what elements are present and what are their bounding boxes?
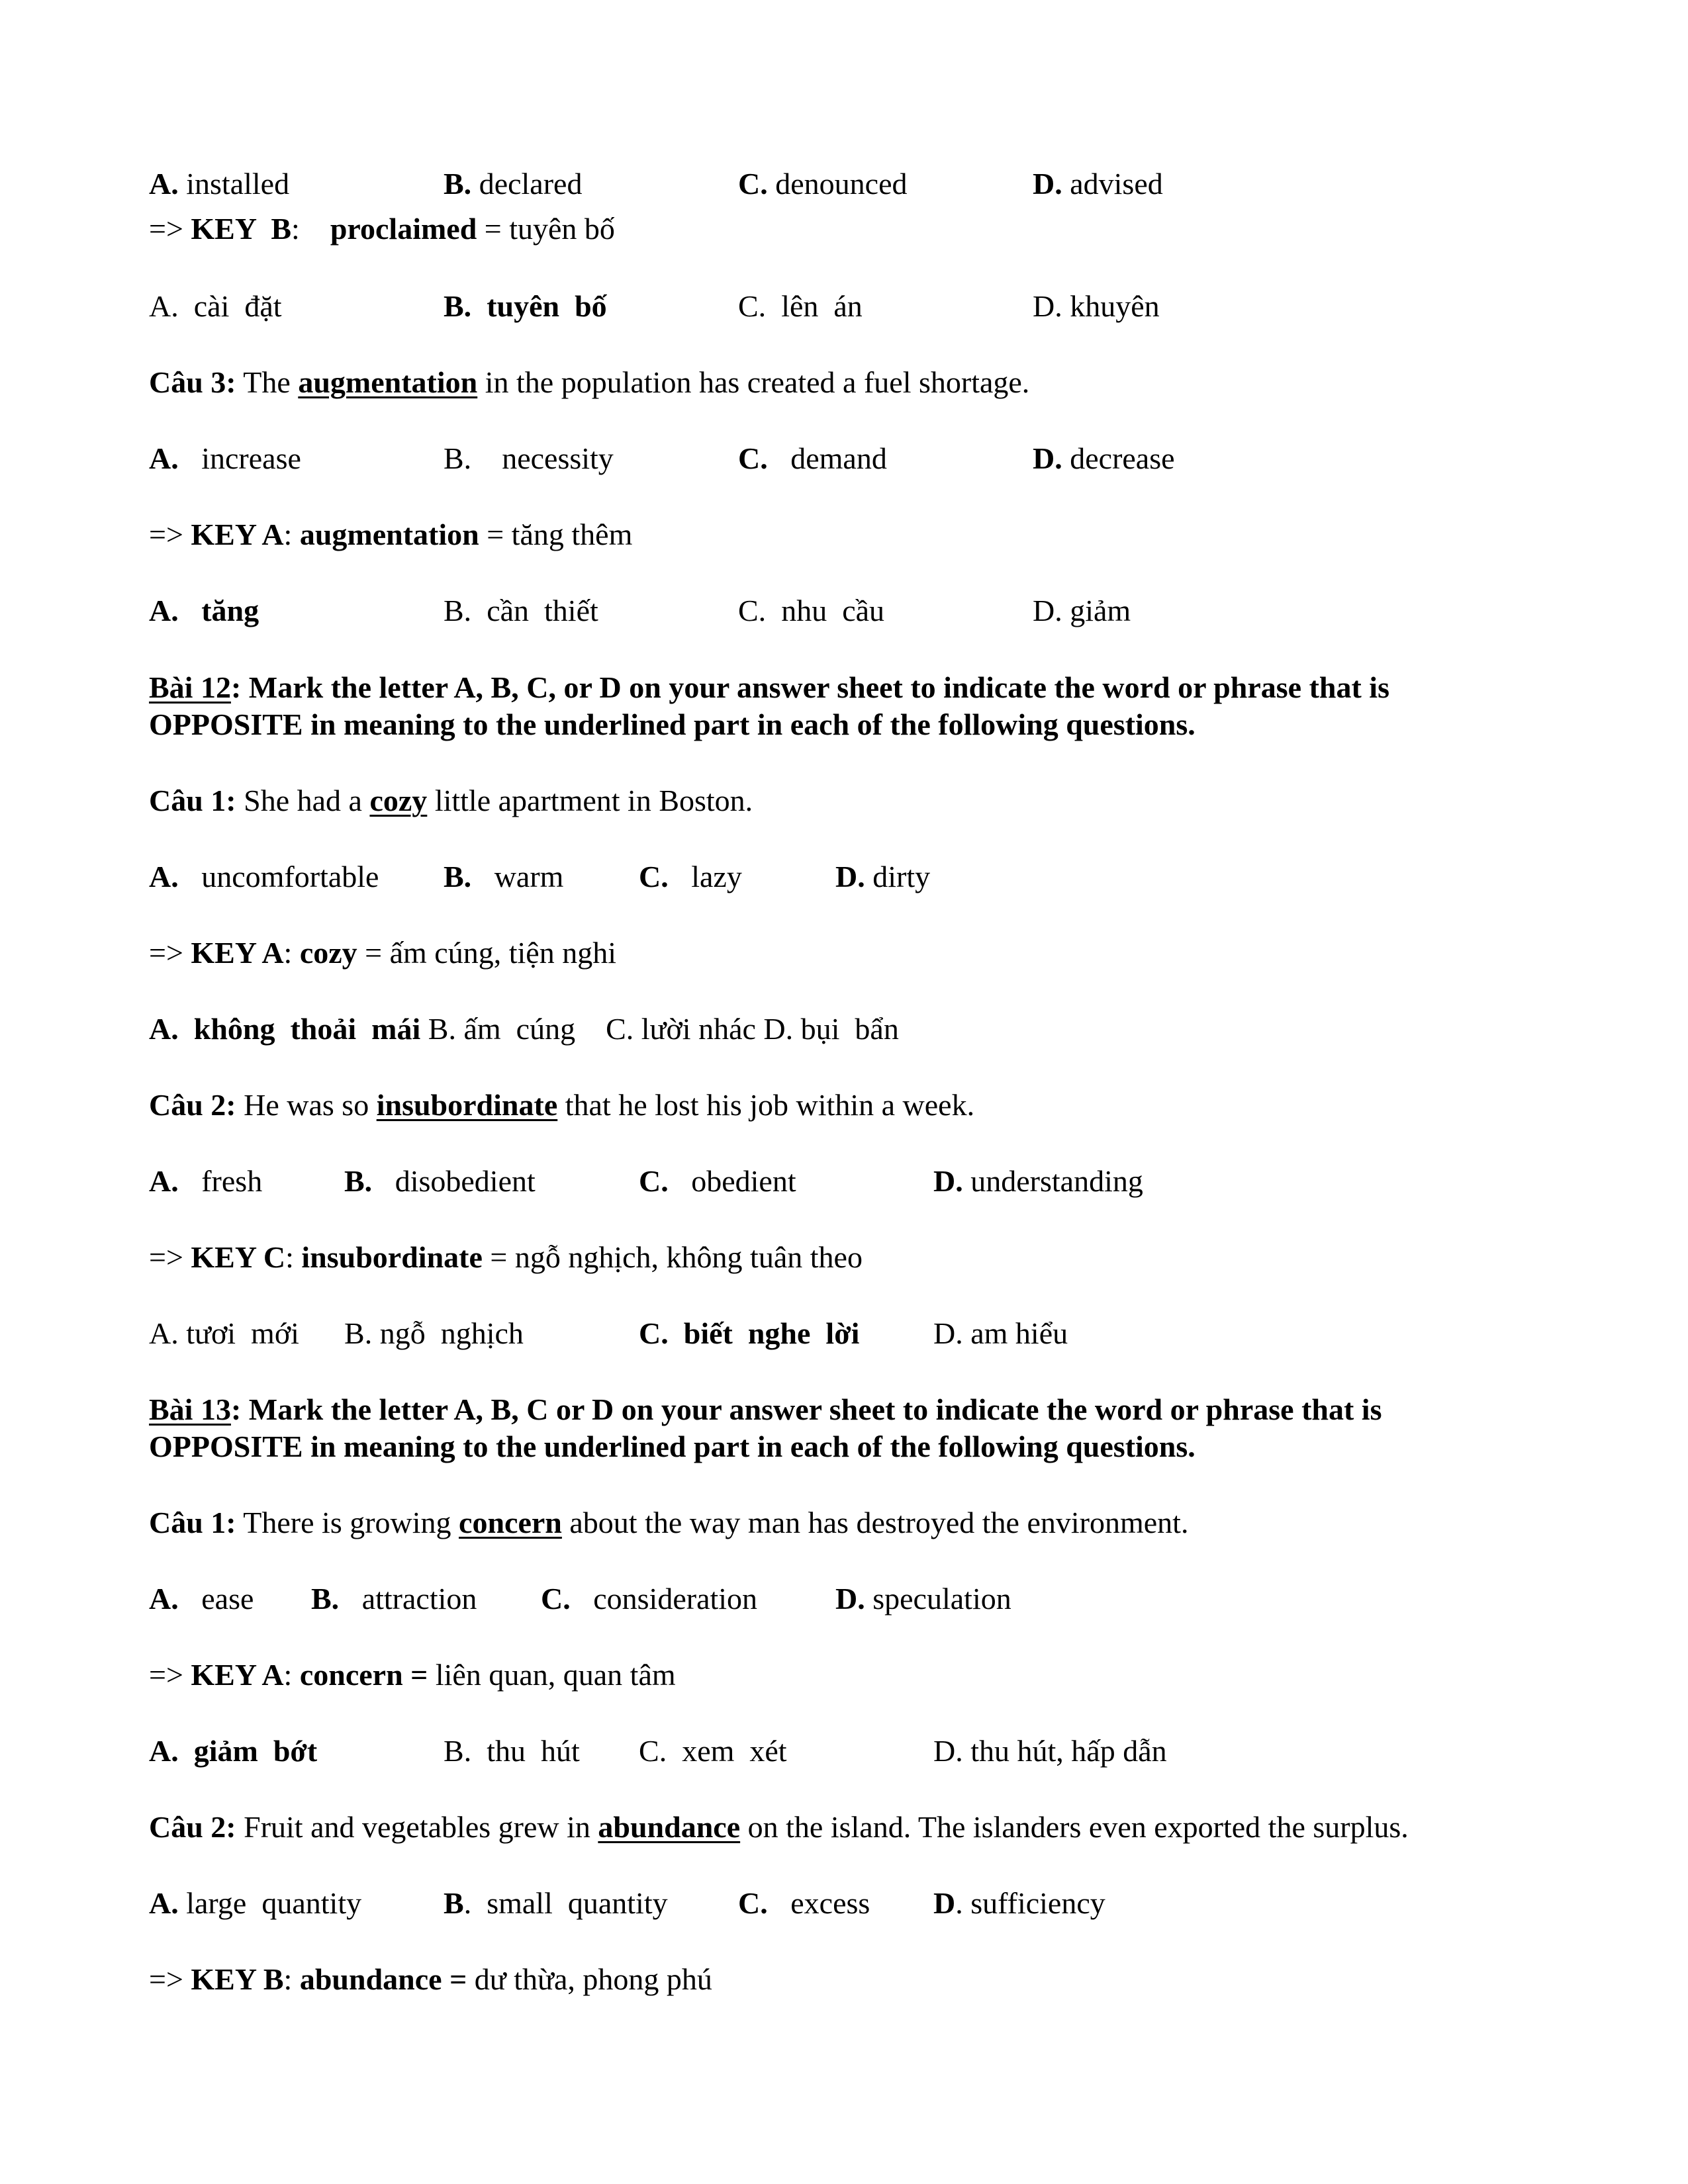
option-c: C. demand [738, 441, 887, 475]
answer-key: => KEY A: augmentation = tăng thêm [149, 518, 633, 551]
option-a: A. fresh [149, 1164, 263, 1198]
question-1: Câu 1: There is growing concern about the way man has destroyed the environment. [149, 1506, 1189, 1539]
option-c: C. excess [738, 1886, 870, 1920]
translation-d: D. khuyên [1033, 289, 1160, 323]
option-c: C. denounced [738, 167, 908, 201]
option-b: B. necessity [444, 441, 614, 475]
option-d: D. speculation [835, 1582, 1011, 1615]
translation-c: C. xem xét [639, 1734, 787, 1768]
translation-c: C. nhu cầu [738, 594, 885, 627]
option-d: D. decrease [1033, 441, 1175, 475]
option-d: D. advised [1033, 167, 1163, 201]
option-d: D. sufficiency [933, 1886, 1105, 1920]
translation-c: C. lên án [738, 289, 863, 323]
translation-d: D. giảm [1033, 594, 1131, 627]
question-3: Câu 3: The augmentation in the population has created a fuel shortage. [149, 365, 1030, 399]
translation-b: B. ngỗ nghịch [344, 1316, 524, 1350]
answer-key: => KEY A: concern = liên quan, quan tâm [149, 1658, 676, 1692]
question-2: Câu 2: Fruit and vegetables grew in abundance on the island. The islanders even exported the surplus. [149, 1810, 1409, 1844]
option-d: D. understanding [933, 1164, 1143, 1198]
option-b: B. disobedient [344, 1164, 536, 1198]
answer-key: => KEY B: proclaimed = tuyên bố [149, 212, 615, 246]
translation-a: A. tươi mới [149, 1316, 299, 1350]
option-a: A. large quantity [149, 1886, 362, 1920]
question-1: Câu 1: She had a cozy little apartment in Boston. [149, 784, 753, 817]
option-b: B. small quantity [444, 1886, 668, 1920]
question-2: Câu 2: He was so insubordinate that he lost his job within a week. [149, 1088, 975, 1122]
translation-b: B. cần thiết [444, 594, 598, 627]
option-c: C. lazy [639, 860, 742, 893]
translation-b: B. tuyên bố [444, 289, 607, 323]
option-a: A. ease [149, 1582, 254, 1615]
option-d: D. dirty [835, 860, 931, 893]
exercise-12-heading: Bài 12: Mark the letter A, B, C, or D on your answer sheet to indicate the word or phrase that is [149, 670, 1389, 704]
translation-d: D. am hiểu [933, 1316, 1068, 1350]
translation-b: B. thu hút [444, 1734, 580, 1768]
exercise-13-heading-line2: OPPOSITE in meaning to the underlined part in each of the following questions. [149, 1430, 1196, 1463]
option-a: A. uncomfortable [149, 860, 379, 893]
option-b: B. warm [444, 860, 564, 893]
option-c: C. obedient [639, 1164, 796, 1198]
translation-a: A. cài đặt [149, 289, 282, 323]
answer-key: => KEY C: insubordinate = ngỗ nghịch, không tuân theo [149, 1240, 863, 1274]
answer-key: => KEY B: abundance = dư thừa, phong phú [149, 1962, 712, 1996]
exercise-13-heading: Bài 13: Mark the letter A, B, C or D on your answer sheet to indicate the word or phrase that is [149, 1392, 1382, 1426]
translation-line: A. không thoải mái B. ấm cúng C. lười nhác D. bụi bẩn [149, 1012, 899, 1046]
option-a: A. installed [149, 167, 290, 201]
option-b: B. attraction [311, 1582, 477, 1615]
answer-key: => KEY A: cozy = ấm cúng, tiện nghi [149, 936, 616, 970]
translation-d: D. thu hút, hấp dẫn [933, 1734, 1167, 1768]
option-c: C. consideration [541, 1582, 758, 1615]
exercise-12-heading-line2: OPPOSITE in meaning to the underlined part in each of the following questions. [149, 707, 1196, 741]
translation-c: C. biết nghe lời [639, 1316, 860, 1350]
option-b: B. declared [444, 167, 583, 201]
option-a: A. increase [149, 441, 301, 475]
translation-a: A. giảm bớt [149, 1734, 318, 1768]
translation-a: A. tăng [149, 594, 259, 627]
